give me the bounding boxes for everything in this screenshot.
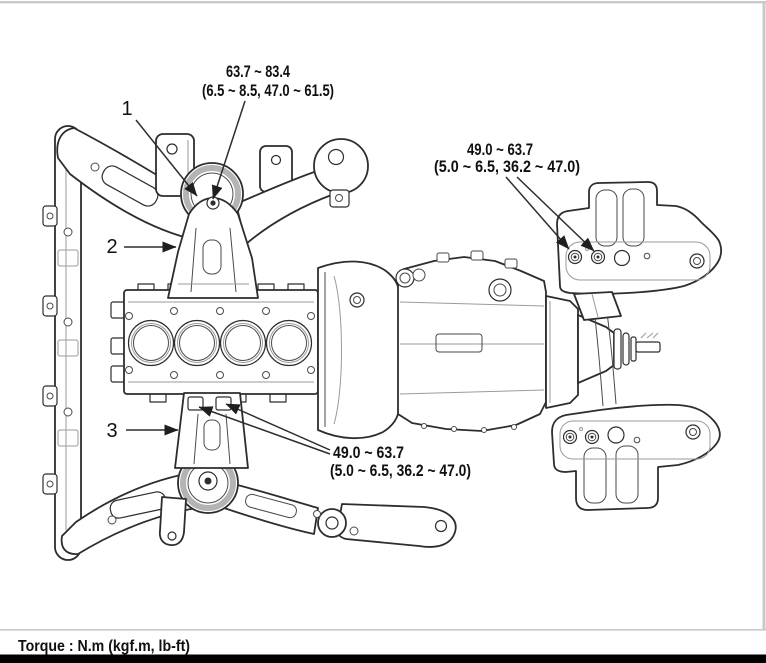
mount-bolt-center bbox=[210, 200, 215, 205]
rail-hole bbox=[64, 318, 72, 326]
arm-hole bbox=[91, 163, 99, 171]
wing-bolt-hole bbox=[436, 521, 447, 532]
torque-callout-top bbox=[202, 62, 334, 100]
head-bolt-hole bbox=[217, 372, 224, 379]
tab-hole bbox=[47, 213, 53, 219]
case-boss bbox=[413, 269, 425, 281]
bell-housing bbox=[318, 262, 399, 439]
shield-corner-hole bbox=[686, 425, 700, 439]
arm-end-bracket bbox=[330, 190, 349, 207]
tab-hole bbox=[47, 481, 53, 487]
footer-bar bbox=[0, 655, 766, 663]
torque-detail: (6.5 ~ 8.5, 47.0 ~ 61.5) bbox=[202, 81, 334, 100]
shield-open-hole bbox=[608, 427, 624, 443]
subframe-left-rail bbox=[55, 126, 81, 560]
case-tab bbox=[437, 253, 449, 262]
hanging-bracket-hole bbox=[168, 532, 176, 540]
shield-open-hole bbox=[615, 251, 630, 266]
block-tab bbox=[111, 302, 125, 318]
cylinder-bore bbox=[175, 321, 220, 366]
tab-hole bbox=[47, 393, 53, 399]
spline-ticks bbox=[641, 333, 658, 338]
wing-hole bbox=[350, 527, 358, 535]
pan-bolt bbox=[452, 427, 457, 432]
head-bolt-hole bbox=[263, 308, 270, 315]
part-label-3: 3 bbox=[106, 420, 118, 442]
part-label-2: 2 bbox=[106, 236, 118, 258]
heat-shield-upper bbox=[557, 182, 721, 320]
case-boss bbox=[396, 269, 414, 287]
coupling-ring bbox=[623, 333, 629, 365]
pan-bolt bbox=[482, 428, 487, 433]
torque-callout-upper-right bbox=[434, 140, 580, 176]
tab-hole bbox=[47, 303, 53, 309]
shield-bolt-center bbox=[569, 436, 572, 439]
torque-value: 49.0 ~ 63.7 bbox=[467, 140, 533, 159]
leader-right-callout-a bbox=[506, 177, 569, 249]
shield-corner-hole bbox=[690, 254, 704, 268]
pan-bolt bbox=[512, 425, 517, 430]
shield-bolt-center bbox=[574, 256, 577, 259]
shield-bolt-center bbox=[591, 436, 594, 439]
head-bolt-hole bbox=[308, 367, 315, 374]
torque-unit-note: Torque : N.m (kgf.m, lb-ft) bbox=[18, 638, 190, 655]
bell-boss bbox=[350, 293, 364, 307]
head-bolt-hole bbox=[126, 313, 133, 320]
tower-bolt-hole bbox=[272, 156, 281, 165]
arm-eye-hole bbox=[326, 517, 338, 529]
roll-mount-bolt-center bbox=[205, 478, 212, 485]
block-tab bbox=[111, 366, 125, 382]
head-bolt-hole bbox=[171, 372, 178, 379]
torque-value: 49.0 ~ 63.7 bbox=[333, 443, 404, 462]
output-shaft bbox=[636, 342, 660, 352]
torque-detail: (5.0 ~ 6.5, 36.2 ~ 47.0) bbox=[434, 157, 580, 176]
mount-bracket-lower bbox=[175, 393, 248, 468]
engine-block bbox=[111, 284, 318, 402]
rail-hole bbox=[64, 408, 72, 416]
heat-shield-lower bbox=[552, 405, 720, 510]
head-bolt-hole bbox=[126, 367, 133, 374]
torque-callout-lower-center bbox=[330, 443, 471, 480]
cylinder-bore bbox=[267, 321, 312, 366]
tail-housing bbox=[546, 296, 578, 408]
coupling-ring bbox=[614, 329, 621, 369]
part-label-1: 1 bbox=[121, 98, 133, 120]
footer-divider bbox=[0, 629, 766, 631]
arm-hole bbox=[314, 511, 321, 518]
torque-detail: (5.0 ~ 6.5, 36.2 ~ 47.0) bbox=[330, 461, 471, 480]
pan-bolt bbox=[422, 424, 427, 429]
arm-bolt-hole bbox=[329, 150, 344, 165]
head-bolt-hole bbox=[308, 313, 315, 320]
engine-mount-lower bbox=[160, 393, 248, 545]
coupling-ring bbox=[631, 337, 636, 361]
head-bolt-hole bbox=[263, 372, 270, 379]
torque-value: 63.7 ~ 83.4 bbox=[226, 62, 291, 81]
bracket-bolt-boss bbox=[216, 397, 231, 410]
head-bolt-hole bbox=[217, 308, 224, 315]
arm-end-lobe bbox=[314, 139, 368, 193]
cylinder-bore bbox=[129, 321, 174, 366]
case-tab bbox=[471, 251, 483, 260]
case-tab bbox=[505, 259, 517, 268]
cylinder-bore bbox=[221, 321, 266, 366]
head-bolt-hole bbox=[171, 308, 178, 315]
arm-hole bbox=[108, 516, 116, 524]
block-tab bbox=[111, 338, 125, 354]
right-border bbox=[763, 1, 766, 630]
heat-shield-upper-body bbox=[557, 182, 721, 294]
tower-bolt-hole bbox=[167, 144, 177, 154]
shield-bolt-center bbox=[597, 256, 600, 259]
case-boss bbox=[489, 279, 511, 301]
rail-hole bbox=[64, 228, 72, 236]
top-border bbox=[0, 1, 766, 3]
